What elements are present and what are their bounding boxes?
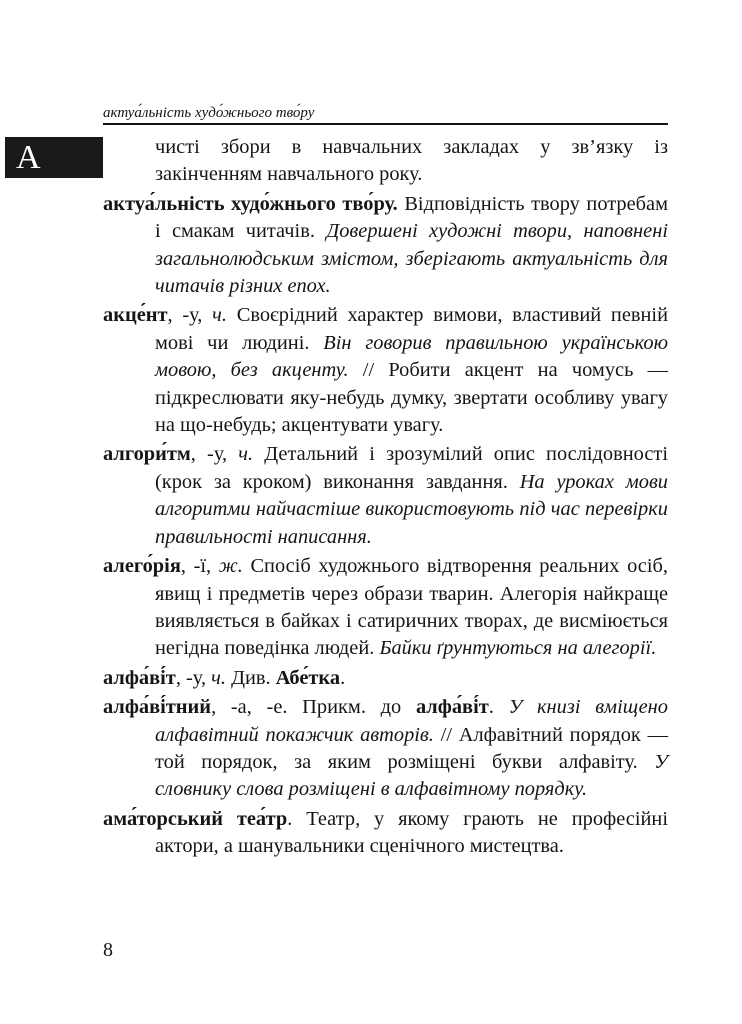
running-head: актуа́льність худо́жнього тво́ру [103,105,315,121]
entry-alehoriia [103,553,668,663]
section-letter-tab: А [5,137,103,178]
end-punctuation: . [488,696,509,719]
headword: алгори́тм [103,443,191,466]
entry-aktsent [103,302,668,439]
entry-continuation [103,134,668,189]
headword: алфа́ві́тний [103,696,212,719]
cross-reference: Абе́тка [275,666,341,689]
gender: ч. [212,304,227,327]
example: На уроках мови алгоритми найчастіше використовують під час перевірки правильності написання. [155,470,668,548]
grammar: , -у, [190,443,239,466]
headword: акце́нт [103,304,168,327]
definition: Відповідність твору потребам і смакам читачів. [155,192,668,243]
example: Байки ґрунтуються на алегорії. [379,637,657,660]
headword: алфа́ві́т [103,666,176,689]
headword: актуа́льність худо́жнього тво́ру. [103,192,398,215]
gender: ч. [238,443,254,466]
example: У книзі вміщено алфавітний покажчик авторів. [155,696,668,746]
extra-meaning: // Робити акцент на чомусь — підкреслювати яку-небудь думку, звертати особливу увагу на що-небудь; акцентувати увагу. [155,359,668,437]
entry-alfavit [103,665,668,692]
definition: Див. [225,666,276,689]
grammar: , -ї, [180,555,219,578]
example: Довершені художні твори, наповнені загальнолюдським змістом, зберігають актуальність для читачів різних епох. [155,220,668,298]
header-rule [103,123,668,125]
example: Він говорив правильною українською мовою, без акценту. [155,331,668,382]
grammar: , -а, -е. Прикм. до [211,696,416,719]
definition: Своєрідний характер вимови, властивий певній мові чи людині. [155,304,668,354]
gender: ж. [218,555,243,578]
extra-meaning: // Алфавітний порядок — той порядок, за яким розміщені букви алфавіту. [155,723,668,773]
end-punctuation: . [340,666,346,689]
definition: . Театр, у якому грають не професійні актори, а шанувальники сценічного мистецтва. [155,807,668,858]
definition: Детальний і зрозумілий опис послідовності (крок за кроком) виконання завдання. [155,443,668,493]
page-number: 8 [103,939,113,961]
continuation-text: чисті збори в навчальних закладах у зв’язку із закінченням навчального року. [155,136,668,186]
definition: Спосіб художнього відтворення реальних осіб, явищ і предметів через образи тварин. Алегорія найкраще виявляється в байках і сатиричних творах, де висміюється негідна поведінка людей. [155,555,668,660]
grammar: , -у, [175,666,212,689]
dictionary-text [103,134,668,861]
headword: алего́рія [103,555,181,578]
gender: ч. [211,666,226,689]
cross-reference: алфа́ві́т [415,696,489,719]
example-2: У словнику слова розміщені в алфавітному порядку. [155,750,668,801]
entry-alfavitnyi [103,694,668,804]
grammar: , -у, [167,304,213,327]
entry-aktualnist [103,191,668,301]
entry-amatorskyi-teatr [103,806,668,861]
headword: ама́торський теа́тр [103,807,288,830]
entry-alhorytm [103,441,668,551]
